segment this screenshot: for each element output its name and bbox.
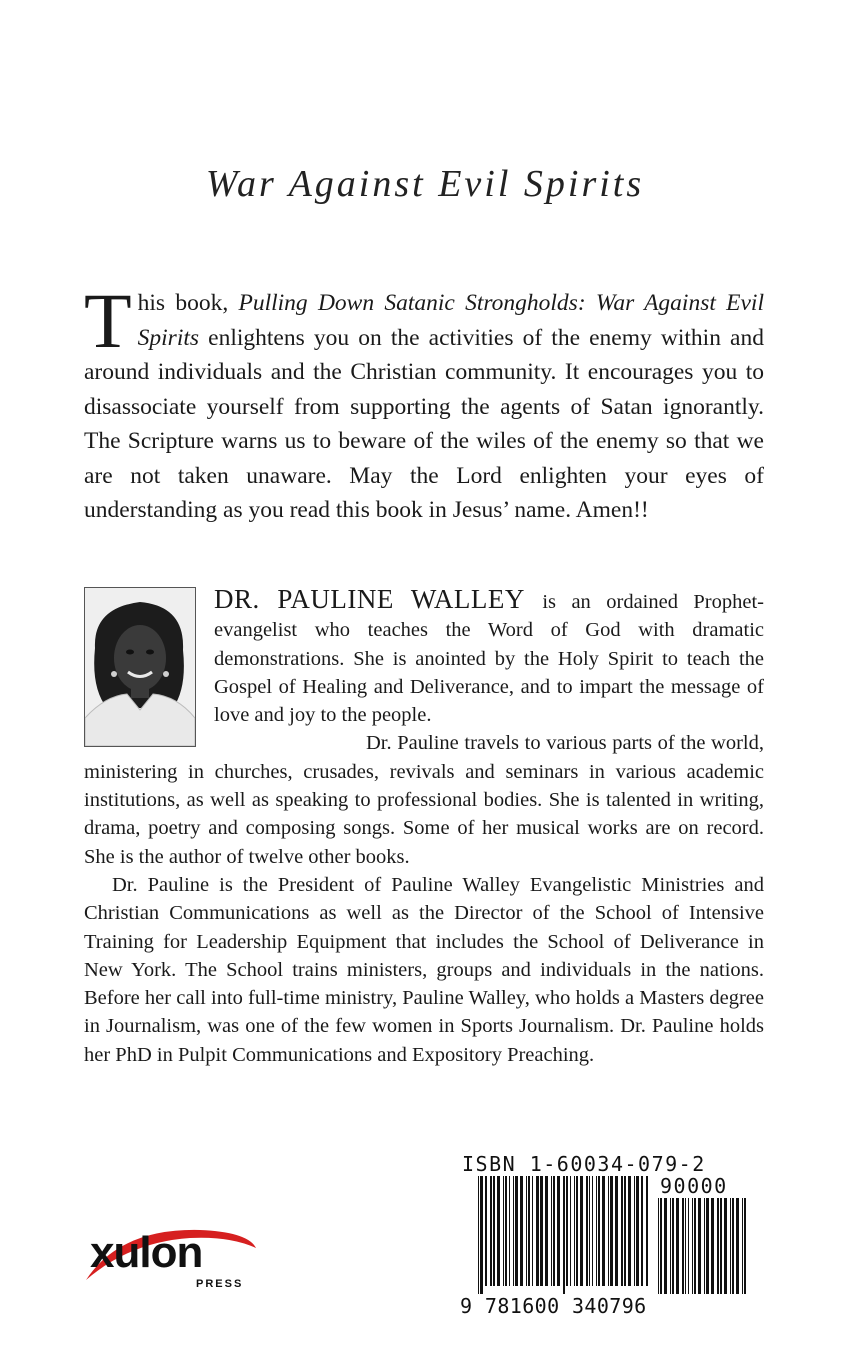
barcode-bar bbox=[720, 1198, 722, 1294]
barcode-bar bbox=[576, 1176, 578, 1286]
barcode-bar bbox=[694, 1198, 696, 1294]
logo-wordmark: xulon bbox=[90, 1228, 203, 1277]
barcode-bar bbox=[717, 1198, 719, 1294]
barcode-bar bbox=[485, 1176, 487, 1286]
barcode-bar bbox=[660, 1198, 662, 1294]
barcode-bar bbox=[636, 1176, 639, 1286]
isbn-barcode-block bbox=[460, 1152, 750, 1322]
barcode-bar bbox=[540, 1176, 543, 1286]
blurb-book-title: Pulling Down Satanic Strongholds: War Against Evil Spirits bbox=[137, 290, 764, 351]
barcode-bar bbox=[505, 1176, 507, 1286]
barcode-bar bbox=[580, 1176, 583, 1286]
barcode-bar bbox=[509, 1176, 510, 1286]
author-paragraph-3: Dr. Pauline is the President of Pauline Walley Evangelistic Ministries and Christian Communications as well as the Director of the School of Intensive Training for Leadership Equipment that includes the School of Deliverance in New York. The School trains ministers, groups and individuals in the nations. Before her call into full-time ministry, Pauline Walley, who holds a Masters degree in Journalism, was one of the few women in Sports Journalism. Dr. Pauline holds her PhD in Pulpit Communications and Expository Preaching. bbox=[84, 873, 764, 1066]
barcode-bar bbox=[624, 1176, 626, 1286]
barcode-bar bbox=[682, 1198, 684, 1294]
barcode-bar bbox=[515, 1176, 518, 1286]
barcode-bar bbox=[566, 1176, 568, 1286]
barcode-bar bbox=[706, 1198, 709, 1294]
barcode-bar bbox=[528, 1176, 530, 1286]
author-intro: is an ordained Prophet-evangelist who teaches the Word of God with dramatic demonstrations. She is anointed by the Holy Spirit to teach the Gospel of Healing and Deliverance, and to impart the message of love and joy to the people. bbox=[214, 591, 765, 727]
barcode-bar bbox=[736, 1198, 739, 1294]
barcode-bar bbox=[634, 1176, 635, 1286]
barcode-bar bbox=[536, 1176, 539, 1286]
barcode-bar bbox=[598, 1176, 600, 1286]
ean-barcode bbox=[476, 1176, 650, 1294]
barcode-bar bbox=[610, 1176, 613, 1286]
barcode-bar bbox=[688, 1198, 689, 1294]
barcode-bar bbox=[478, 1176, 479, 1294]
barcode-bar bbox=[641, 1176, 643, 1286]
barcode-bar bbox=[676, 1198, 679, 1294]
barcode-bar bbox=[545, 1176, 548, 1286]
publisher-logo bbox=[80, 1222, 270, 1302]
barcode-bar bbox=[480, 1176, 483, 1294]
barcode-bar bbox=[658, 1198, 659, 1294]
isbn-label: ISBN 1-60034-079-2 bbox=[462, 1152, 706, 1176]
barcode-bar bbox=[615, 1176, 618, 1286]
barcode-bar bbox=[608, 1176, 609, 1286]
barcode-bar bbox=[628, 1176, 631, 1286]
back-cover-subtitle: War Against Evil Spirits bbox=[205, 163, 645, 205]
barcode-bar bbox=[497, 1176, 500, 1286]
drop-cap: T bbox=[84, 277, 132, 364]
ean-digits: 9 781600 340796 bbox=[460, 1294, 647, 1318]
barcode-bar bbox=[526, 1176, 527, 1286]
barcode-bar bbox=[592, 1176, 593, 1286]
barcode-bar bbox=[672, 1198, 674, 1294]
barcode-bar bbox=[503, 1176, 504, 1286]
addon-barcode bbox=[656, 1198, 748, 1294]
author-bio bbox=[84, 585, 764, 1069]
price-code: 90000 bbox=[660, 1174, 728, 1198]
barcode-bar bbox=[670, 1198, 671, 1294]
barcode-bar bbox=[664, 1198, 667, 1294]
barcode-bar bbox=[732, 1198, 734, 1294]
barcode-bar bbox=[742, 1198, 743, 1294]
barcode-bar bbox=[724, 1198, 727, 1294]
barcode-bar bbox=[730, 1198, 731, 1294]
barcode-bar bbox=[490, 1176, 492, 1286]
barcode-bar bbox=[532, 1176, 533, 1286]
blurb-lead: his book, bbox=[137, 290, 239, 316]
barcode-bar bbox=[553, 1176, 555, 1286]
barcode-bar bbox=[602, 1176, 605, 1286]
barcode-bar bbox=[704, 1198, 705, 1294]
barcode-bar bbox=[574, 1176, 575, 1286]
barcode-bar bbox=[551, 1176, 552, 1286]
barcode-bar bbox=[520, 1176, 523, 1286]
barcode-bar bbox=[621, 1176, 623, 1286]
barcode-bar bbox=[586, 1176, 588, 1286]
blurb-body: enlightens you on the activities of the enemy within and around individuals and the Christian community. It encourages you to disassociate yourself from supporting the agents of Satan ignorantly. The Scripture warns us to beware of the wiles of the enemy so that we are not taken unaware. May the Lord enlighten your eyes of understanding as you read this book in Jesus’ name. Amen!! bbox=[84, 324, 764, 523]
barcode-bar bbox=[711, 1198, 714, 1294]
author-paragraph-2: Dr. Pauline travels to various parts of the world, ministering in churches, crusades, revivals and seminars in various academic institutions, as well as speaking to professional bodies. She is talented in writing, drama, poetry and composing songs. Some of her musical works are on record. She is the author of twelve other books. bbox=[84, 732, 764, 868]
barcode-bar bbox=[570, 1176, 571, 1286]
barcode-bar bbox=[692, 1198, 693, 1294]
logo-press-label: PRESS bbox=[196, 1278, 244, 1290]
barcode-bar bbox=[513, 1176, 514, 1286]
barcode-bar bbox=[698, 1198, 701, 1294]
book-blurb bbox=[84, 277, 764, 528]
barcode-bar bbox=[557, 1176, 560, 1286]
barcode-bar bbox=[685, 1198, 686, 1294]
author-photo bbox=[84, 587, 196, 747]
barcode-bar bbox=[563, 1176, 565, 1294]
barcode-bar bbox=[589, 1176, 590, 1286]
barcode-bar bbox=[493, 1176, 495, 1286]
barcode-bar bbox=[744, 1198, 746, 1294]
barcode-bar bbox=[596, 1176, 597, 1286]
author-name: DR. PAULINE WALLEY bbox=[214, 584, 525, 614]
barcode-bar bbox=[646, 1176, 648, 1286]
